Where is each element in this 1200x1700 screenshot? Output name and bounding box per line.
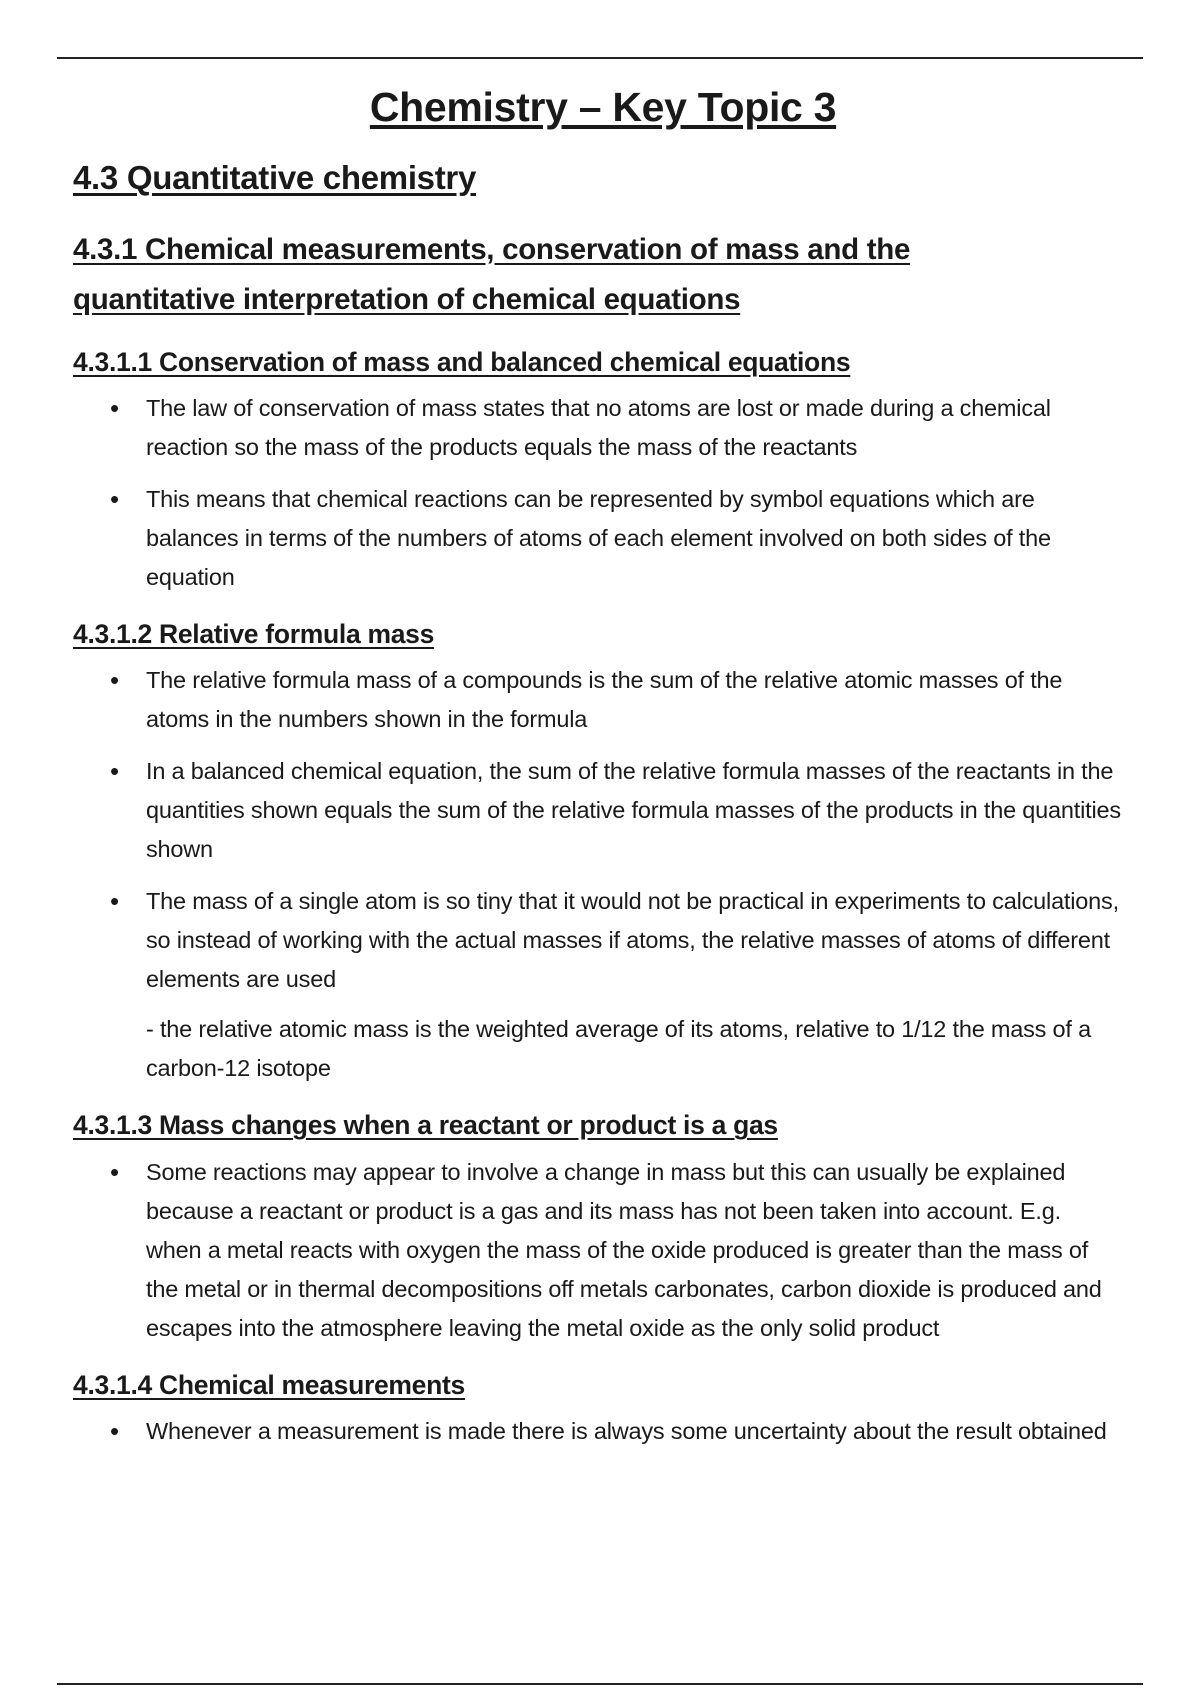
bullet-icon: •: [110, 665, 119, 696]
bullet-icon: •: [110, 886, 119, 917]
subsection-heading: 4.3.1 Chemical measurements, conservation of mass and the quantitative interpretation of chemical equations: [73, 232, 911, 316]
bullet-icon: •: [110, 392, 119, 423]
bullet-text: The law of conservation of mass states that no atoms are lost or made during a chemical reaction so the mass of the products equals the mass of the reactants: [146, 394, 1051, 460]
list-item: [73, 882, 1121, 999]
list-item: [73, 752, 1121, 869]
bullet-text: Some reactions may appear to involve a change in mass but this can usually be explained because a reactant or product is a gas and its mass has not been taken into account. E.g. when a metal reacts with oxygen the mass of the oxide produced is greater than the mass of the metal or in thermal decompositions off metals carbonates, carbon dioxide is produced and escapes into the atmosphere leaving the metal oxide as the only solid product: [146, 1158, 1102, 1341]
bullet-list: [73, 389, 1133, 597]
top-rule: [57, 57, 1143, 59]
bullet-list: [73, 1412, 1133, 1451]
list-item: [73, 480, 1121, 597]
bullet-icon: •: [110, 756, 119, 787]
bullet-icon: •: [110, 1156, 119, 1187]
topic-heading-mass-changes-gas: 4.3.1.3 Mass changes when a reactant or product is a gas: [73, 1110, 778, 1141]
bullet-list: [73, 1153, 1133, 1348]
bullet-text: The relative formula mass of a compounds is the sum of the relative atomic masses of the atoms in the numbers shown in the formula: [146, 667, 1063, 733]
bottom-rule: [57, 1683, 1143, 1685]
section-heading: 4.3 Quantitative chemistry: [73, 159, 477, 197]
topic-heading-conservation-of-mass: 4.3.1.1 Conservation of mass and balanced chemical equations: [73, 346, 851, 377]
bullet-list: [73, 661, 1133, 999]
bullet-text: In a balanced chemical equation, the sum of the relative formula masses of the reactants in the quantities shown equals the sum of the relative formula masses of the products in the quantities shown: [146, 758, 1121, 863]
document-page: [73, 72, 1133, 1464]
topic-heading-chemical-measurements: 4.3.1.4 Chemical measurements: [73, 1369, 465, 1400]
bullet-icon: •: [110, 483, 119, 514]
list-item: [73, 389, 1121, 467]
topic-heading-relative-formula-mass: 4.3.1.2 Relative formula mass: [73, 618, 435, 649]
bullet-text: The mass of a single atom is so tiny that it would not be practical in experiments to calculations, so instead of working with the actual masses if atoms, the relative masses of atoms of different elements are used: [146, 888, 1119, 993]
list-item: [73, 1412, 1121, 1451]
document-title: Chemistry – Key Topic 3: [369, 84, 837, 130]
list-item: [73, 1153, 1121, 1348]
list-item: [73, 661, 1121, 739]
bullet-icon: •: [110, 1416, 119, 1447]
relative-atomic-mass-note: - the relative atomic mass is the weighted average of its atoms, relative to 1/12 the mass of a carbon-12 isotope: [146, 1016, 1091, 1082]
bullet-text: Whenever a measurement is made there is always some uncertainty about the result obtained: [146, 1418, 1107, 1445]
bullet-text: This means that chemical reactions can be represented by symbol equations which are balances in terms of the numbers of atoms of each element involved on both sides of the equation: [146, 485, 1051, 590]
